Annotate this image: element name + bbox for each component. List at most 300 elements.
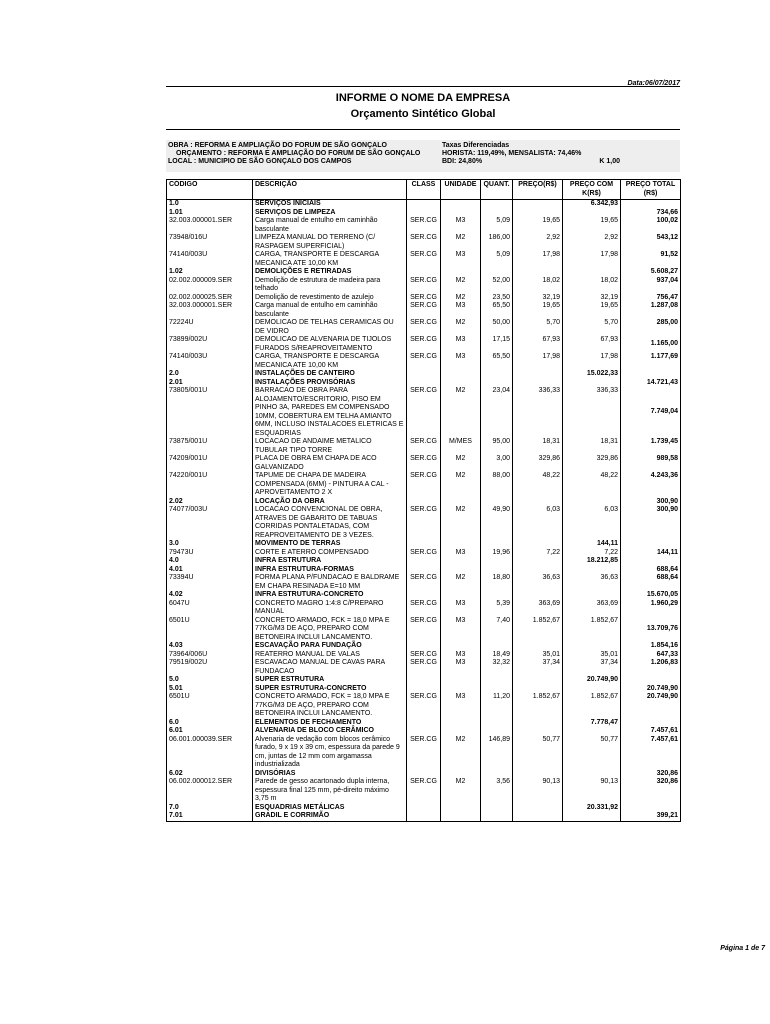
table-cell-price-k: 36,63 [563,574,621,591]
table-cell-class: SER.CG [407,506,441,540]
table-cell-unit: M2 [441,294,481,303]
table-cell-unit [441,591,481,600]
table-cell-quantity: 3,00 [481,455,513,472]
table-cell-total: 734,66 [621,209,681,218]
table-cell-unit: M3 [441,659,481,676]
table-cell-total: 100,02 [621,217,681,234]
table-cell-total: 20.749,90 [621,685,681,694]
table-cell-total: 399,21 [621,812,681,821]
table-cell-total: 688,64 [621,566,681,575]
table-cell-quantity [481,727,513,736]
table-cell-quantity: 88,00 [481,472,513,498]
table-cell-price [513,379,563,388]
table-cell-quantity: 7,40 [481,617,513,643]
table-cell-unit: M2 [441,387,481,438]
table-row [167,549,681,558]
table-cell-description: REATERRO MANUAL DE VALAS [253,651,407,660]
table-row [167,200,681,209]
table-cell-code: 32.003.000001.SER [167,302,253,319]
table-cell-description: ALVENARIA DE BLOCO CERÂMICO [253,727,407,736]
table-cell-code: 32.003.000001.SER [167,217,253,234]
table-cell-price-k: 144,11 [563,540,621,549]
table-cell-code: 73394U [167,574,253,591]
table-cell-description: CONCRETO ARMADO, FCK = 18,0 MPA E 77KG/M3 DE AÇO, PREPARO COM BETONEIRA INCLUI LANCAMENTO. [253,617,407,643]
table-cell-price-k [563,268,621,277]
table-cell-price-k [563,727,621,736]
table-cell-quantity: 18,49 [481,651,513,660]
table-cell-description: BARRACAO DE OBRA PARA ALOJAMENTO/ESCRITORIO, PISO EM PINHO 3A, PAREDES EM COMPENSADO 10MM, COBERTURA EM TELHA AMIANTO 6MM, INCLUSO INSTALACOES ELETRICAS E ESQUADRIAS [253,387,407,438]
table-row [167,778,681,804]
table-cell-description: MOVIMENTO DE TERRAS [253,540,407,549]
table-cell-price [513,498,563,507]
table-cell-quantity: 5,09 [481,217,513,234]
table-cell-quantity [481,804,513,813]
table-cell-class [407,591,441,600]
orcamento-line: ORÇAMENTO : REFORMA E AMPLIAÇÃO DO FORUM DE SÃO GONÇALO [176,150,421,157]
table-cell-class: SER.CG [407,277,441,294]
table-cell-total: 7.749,04 [621,387,681,438]
table-row [167,557,681,566]
header-preco-total: PREÇO TOTAL (R$) [621,180,681,200]
table-cell-code: 06.002.000012.SER [167,778,253,804]
table-cell-class: SER.CG [407,659,441,676]
table-cell-quantity: 50,00 [481,319,513,336]
taxas-line: Taxas Diferenciadas [442,142,510,149]
table-cell-price-k: 2,92 [563,234,621,251]
table-cell-class [407,209,441,218]
table-cell-price: 363,69 [513,600,563,617]
table-cell-class [407,804,441,813]
table-cell-price: 18,02 [513,277,563,294]
table-cell-description: GRADIL E CORRIMÃO [253,812,407,821]
table-cell-description: PLACA DE OBRA EM CHAPA DE ACO GALVANIZADO [253,455,407,472]
table-cell-price-k [563,812,621,821]
table-cell-total: 1.177,69 [621,353,681,370]
table-cell-description: LOCAÇÃO DA OBRA [253,498,407,507]
table-cell-class [407,557,441,566]
table-cell-description: LIMPEZA MANUAL DO TERRENO (C/ RASPAGEM SUPERFICIAL) [253,234,407,251]
table-cell-code: 5.0 [167,676,253,685]
table-cell-total [621,540,681,549]
table-cell-unit [441,676,481,685]
table-cell-unit [441,379,481,388]
table-cell-price [513,591,563,600]
table-cell-class [407,370,441,379]
table-cell-price-k [563,209,621,218]
table-cell-description: CONCRETO ARMADO, FCK = 18,0 MPA E 77KG/M3 DE AÇO, PREPARO COM BETONEIRA INCLUI LANCAMENTO. [253,693,407,719]
table-cell-price-k: 19,65 [563,217,621,234]
table-row [167,438,681,455]
table-cell-class: SER.CG [407,693,441,719]
table-cell-quantity [481,498,513,507]
table-cell-price [513,719,563,728]
table-row [167,294,681,303]
table-cell-price [513,642,563,651]
table-cell-class: SER.CG [407,438,441,455]
header-preco-k: PREÇO COM K(R$) [563,180,621,200]
table-cell-price-k: 35,01 [563,651,621,660]
table-cell-code: 7.01 [167,812,253,821]
table-cell-price-k: 18.212,85 [563,557,621,566]
table-cell-price: 36,63 [513,574,563,591]
table-cell-description: Carga manual de entulho em caminhão basculante [253,217,407,234]
table-cell-price: 329,86 [513,455,563,472]
table-row [167,659,681,676]
table-cell-class: SER.CG [407,778,441,804]
table-row [167,651,681,660]
table-cell-quantity: 146,89 [481,736,513,770]
table-cell-price-k: 20.331,92 [563,804,621,813]
table-cell-description: CARGA, TRANSPORTE E DESCARGA MECANICA ATE 10,00 KM [253,353,407,370]
table-cell-class [407,770,441,779]
table-cell-description: Alvenaria de vedação com blocos cerâmico furado, 9 x 19 x 39 cm, espessura da parede 9 cm, juntas de 12 mm com argamassa industrializada [253,736,407,770]
table-cell-code: 73964/006U [167,651,253,660]
table-cell-class: SER.CG [407,353,441,370]
table-cell-quantity: 65,50 [481,302,513,319]
table-cell-price-k: 7,22 [563,549,621,558]
table-cell-class [407,379,441,388]
obra-line: OBRA : REFORMA E AMPLIAÇÃO DO FORUM DE SÃO GONÇALO [168,142,387,149]
table-row [167,217,681,234]
page-number: Página 1 de 7 [720,945,765,952]
table-cell-description: ESCAVACAO MANUAL DE CAVAS PARA FUNDACAO [253,659,407,676]
table-cell-total: 688,64 [621,574,681,591]
table-cell-total [621,719,681,728]
table-cell-price: 48,22 [513,472,563,498]
table-cell-unit: M2 [441,319,481,336]
table-cell-unit [441,770,481,779]
table-cell-total: 91,52 [621,251,681,268]
table-row [167,251,681,268]
table-cell-class [407,268,441,277]
table-cell-class [407,676,441,685]
table-cell-quantity [481,370,513,379]
table-cell-description: SERVIÇOS INICIAIS [253,200,407,209]
table-cell-total: 320,86 [621,778,681,804]
table-cell-quantity: 23,50 [481,294,513,303]
table-row [167,370,681,379]
table-cell-unit [441,685,481,694]
table-cell-description: Carga manual de entulho em caminhão basculante [253,302,407,319]
table-cell-class: SER.CG [407,617,441,643]
table-cell-quantity [481,591,513,600]
table-cell-code: 6.0 [167,719,253,728]
table-cell-class [407,200,441,209]
table-cell-description: CORTE E ATERRO COMPENSADO [253,549,407,558]
k-factor: K 1,00 [599,158,620,165]
table-cell-code: 5.01 [167,685,253,694]
table-cell-class [407,719,441,728]
table-cell-code: 74209/001U [167,455,253,472]
table-row [167,455,681,472]
table-row [167,353,681,370]
table-cell-price-k: 90,13 [563,778,621,804]
table-row [167,574,681,591]
project-info-box [166,140,680,172]
table-cell-quantity [481,209,513,218]
table-cell-unit: M3 [441,353,481,370]
table-row [167,277,681,294]
table-cell-price [513,685,563,694]
table-cell-unit [441,804,481,813]
table-cell-quantity: 11,20 [481,693,513,719]
table-cell-total: 1.165,00 [621,336,681,353]
table-cell-total: 989,58 [621,455,681,472]
table-cell-unit [441,370,481,379]
table-cell-class: SER.CG [407,251,441,268]
table-cell-description: INFRA ESTRUTURA-FORMAS [253,566,407,575]
table-cell-total: 647,33 [621,651,681,660]
table-cell-quantity: 186,00 [481,234,513,251]
table-cell-total: 4.243,36 [621,472,681,498]
table-cell-unit: M3 [441,549,481,558]
table-cell-total: 285,00 [621,319,681,336]
table-cell-quantity: 23,04 [481,387,513,438]
table-cell-total: 5.608,27 [621,268,681,277]
table-cell-class [407,498,441,507]
table-cell-quantity: 32,32 [481,659,513,676]
table-cell-price [513,770,563,779]
local-line: LOCAL : MUNICIPIO DE SÃO GONÇALO DOS CAMPOS [168,158,352,165]
table-cell-code: 79519/002U [167,659,253,676]
table-cell-price [513,268,563,277]
table-cell-total: 7.457,61 [621,727,681,736]
table-cell-price-k: 17,98 [563,251,621,268]
table-row [167,234,681,251]
table-row [167,719,681,728]
table-cell-price: 19,65 [513,217,563,234]
table-cell-price-k: 18,31 [563,438,621,455]
table-cell-description: Demolição de estrutura de madeira para telhado [253,277,407,294]
table-cell-unit: M2 [441,234,481,251]
table-cell-price [513,566,563,575]
table-cell-quantity [481,200,513,209]
table-cell-description: DEMOLICAO DE ALVENARIA DE TIJOLOS FURADOS S/REAPROVEITAMENTO [253,336,407,353]
table-cell-unit: M3 [441,251,481,268]
table-cell-unit: M3 [441,336,481,353]
table-cell-price-k: 336,33 [563,387,621,438]
table-cell-unit [441,642,481,651]
table-cell-total [621,676,681,685]
table-cell-quantity: 3,56 [481,778,513,804]
table-cell-class: SER.CG [407,336,441,353]
table-cell-description: Demolição de revestimento de azulejo [253,294,407,303]
table-cell-price-k: 18,02 [563,277,621,294]
title-box [166,86,680,130]
table-cell-code: 79473U [167,549,253,558]
table-row [167,302,681,319]
table-cell-code: 2.0 [167,370,253,379]
table-cell-description: LOCACAO CONVENCIONAL DE OBRA, ATRAVES DE GABARITO DE TABUAS CORRIDAS PONTALETADAS, COM REAPROVEITAMENTO DE 3 VEZES. [253,506,407,540]
table-cell-price: 2,92 [513,234,563,251]
table-row [167,268,681,277]
table-cell-description: DIVISÓRIAS [253,770,407,779]
table-cell-unit [441,540,481,549]
table-row [167,600,681,617]
table-cell-price [513,209,563,218]
table-cell-price: 90,13 [513,778,563,804]
table-cell-total: 20.749,90 [621,693,681,719]
header-unidade: UNIDADE [441,180,481,200]
table-cell-price: 37,34 [513,659,563,676]
table-cell-price-k: 48,22 [563,472,621,498]
table-cell-total: 300,90 [621,498,681,507]
table-cell-description: SERVIÇOS DE LIMPEZA [253,209,407,218]
table-cell-code: 4.01 [167,566,253,575]
table-cell-code: 7.0 [167,804,253,813]
table-cell-price: 35,01 [513,651,563,660]
table-cell-price-k: 19,65 [563,302,621,319]
bdi-line: BDI: 24,80% [442,158,483,165]
table-cell-price: 17,98 [513,251,563,268]
table-cell-code: 2.02 [167,498,253,507]
report-subtitle: Orçamento Sintético Global [350,108,496,120]
table-cell-price-k: 1.852,67 [563,693,621,719]
table-cell-price-k: 67,93 [563,336,621,353]
table-cell-description: ESCAVAÇÃO PARA FUNDAÇÃO [253,642,407,651]
table-cell-quantity [481,540,513,549]
table-cell-total: 756,47 [621,294,681,303]
table-cell-quantity [481,685,513,694]
table-cell-class [407,540,441,549]
table-cell-unit [441,812,481,821]
table-cell-total [621,200,681,209]
table-cell-description: ELEMENTOS DE FECHAMENTO [253,719,407,728]
table-row [167,727,681,736]
table-cell-code: 73805/001U [167,387,253,438]
table-cell-class: SER.CG [407,651,441,660]
table-row [167,209,681,218]
table-cell-code: 6047U [167,600,253,617]
table-row [167,387,681,438]
table-cell-price-k: 50,77 [563,736,621,770]
table-cell-class: SER.CG [407,387,441,438]
table-cell-total: 1.960,29 [621,600,681,617]
document-date: Data:06/07/2017 [627,80,680,87]
table-cell-code: 02.002.000025.SER [167,294,253,303]
table-cell-unit: M2 [441,472,481,498]
header-preco: PREÇO(R$) [513,180,563,200]
table-cell-price: 18,31 [513,438,563,455]
table-cell-description: CARGA, TRANSPORTE E DESCARGA MECANICA ATE 10,00 KM [253,251,407,268]
table-cell-description: DEMOLIÇÕES E RETIRADAS [253,268,407,277]
table-cell-description: INSTALAÇÕES PROVISÓRIAS [253,379,407,388]
table-cell-total: 13.709,76 [621,617,681,643]
table-cell-price-k: 17,98 [563,353,621,370]
table-cell-price-k: 7.778,47 [563,719,621,728]
table-cell-total: 1.287,08 [621,302,681,319]
table-cell-unit: M2 [441,778,481,804]
table-cell-unit: M2 [441,736,481,770]
table-cell-class: SER.CG [407,574,441,591]
table-cell-description: INFRA ESTRUTURA [253,557,407,566]
table-cell-class [407,685,441,694]
table-cell-price: 50,77 [513,736,563,770]
table-row [167,472,681,498]
table-cell-unit: M2 [441,506,481,540]
table-cell-code: 73899/002U [167,336,253,353]
table-cell-total [621,557,681,566]
table-cell-quantity: 65,50 [481,353,513,370]
project-info-right [442,142,581,166]
table-cell-code: 74140/003U [167,353,253,370]
table-cell-price: 5,70 [513,319,563,336]
table-row [167,812,681,821]
table-cell-price-k [563,685,621,694]
table-cell-description: ESQUADRIAS METÁLICAS [253,804,407,813]
table-cell-unit: M3 [441,693,481,719]
table-cell-total: 1.854,16 [621,642,681,651]
table-cell-total [621,370,681,379]
header-codigo: CÓDIGO [167,180,253,200]
table-cell-price: 19,65 [513,302,563,319]
table-cell-unit [441,727,481,736]
table-cell-price [513,727,563,736]
table-cell-unit: M2 [441,277,481,294]
table-cell-class: SER.CG [407,549,441,558]
table-cell-total: 14.721,43 [621,379,681,388]
header-descricao: DESCRIÇÃO [253,180,407,200]
table-cell-description: SUPER ESTRUTURA [253,676,407,685]
header-quant: QUANT. [481,180,513,200]
table-cell-quantity [481,566,513,575]
table-cell-quantity [481,557,513,566]
table-cell-unit: M3 [441,217,481,234]
table-row [167,498,681,507]
table-cell-code: 6501U [167,617,253,643]
table-cell-class: SER.CG [407,472,441,498]
table-cell-description: INSTALAÇÕES DE CANTEIRO [253,370,407,379]
table-body [167,200,681,822]
table-cell-class [407,727,441,736]
table-cell-code: 6501U [167,693,253,719]
table-cell-unit [441,268,481,277]
company-title: INFORME O NOME DA EMPRESA [335,92,511,104]
table-cell-price-k: 37,34 [563,659,621,676]
table-row [167,506,681,540]
table-row [167,319,681,336]
table-cell-quantity: 18,80 [481,574,513,591]
table-cell-class [407,566,441,575]
table-cell-price-k: 32,19 [563,294,621,303]
table-row [167,379,681,388]
table-cell-quantity: 5,09 [481,251,513,268]
table-cell-total: 1.739,45 [621,438,681,455]
table-cell-code: 02.002.000009.SER [167,277,253,294]
table-row [167,736,681,770]
table-cell-unit [441,557,481,566]
table-cell-unit: M3 [441,600,481,617]
table-cell-price [513,812,563,821]
table-cell-price [513,557,563,566]
table-cell-class: SER.CG [407,600,441,617]
table-row [167,591,681,600]
table-cell-code: 1.01 [167,209,253,218]
table-row [167,693,681,719]
table-cell-total: 320,86 [621,770,681,779]
table-row [167,685,681,694]
table-cell-price: 6,03 [513,506,563,540]
table-cell-price: 7,22 [513,549,563,558]
table-cell-total: 144,11 [621,549,681,558]
table-cell-total: 300,90 [621,506,681,540]
table-cell-code: 6.02 [167,770,253,779]
table-cell-description: LOCACAO DE ANDAIME METALICO TUBULAR TIPO TORRE [253,438,407,455]
table-cell-code: 73948/016U [167,234,253,251]
table-cell-unit [441,566,481,575]
table-cell-quantity [481,268,513,277]
table-cell-code: 4.02 [167,591,253,600]
